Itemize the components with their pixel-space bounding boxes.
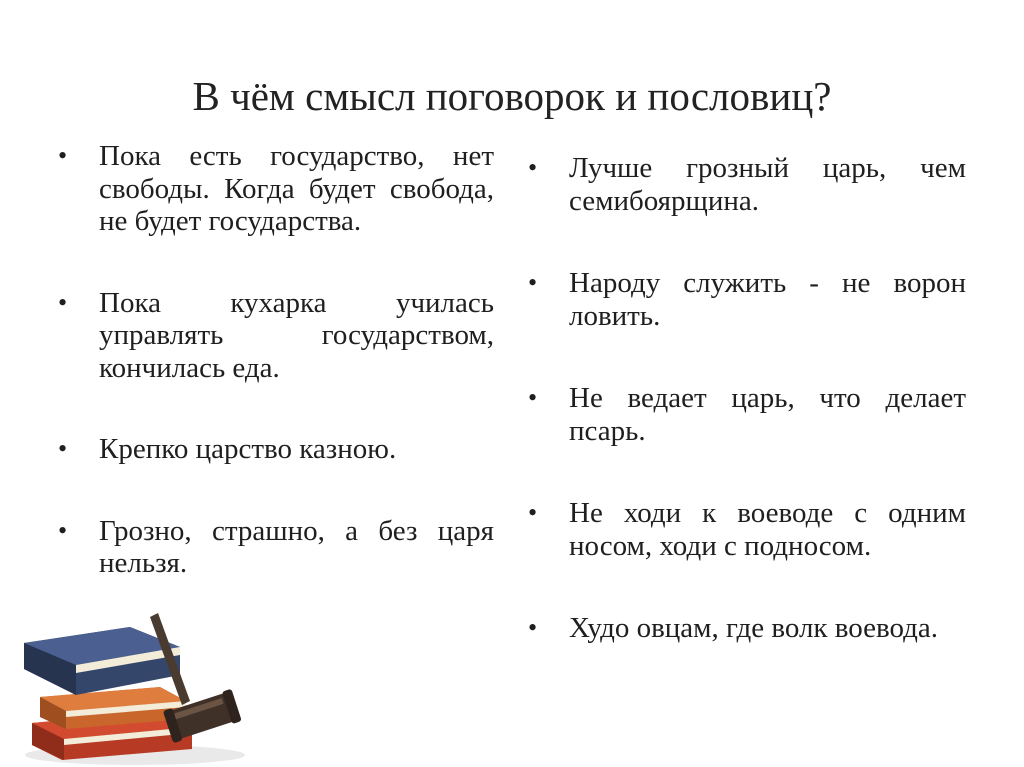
list-item bbox=[528, 382, 966, 447]
proverb-text: Худо овцам, где волк воевода. bbox=[569, 612, 939, 644]
proverb-text: Пока кухарка училась управлять государством, кончилась еда. bbox=[99, 286, 494, 384]
bullet-icon: • bbox=[58, 515, 68, 545]
left-column bbox=[58, 140, 494, 629]
list-item bbox=[528, 497, 966, 562]
bullet-icon: • bbox=[58, 141, 68, 170]
proverb-text: Не ведает царь, что делает псарь. bbox=[569, 382, 966, 447]
proverb-text: Народу служить - не ворон ловить. bbox=[569, 267, 966, 332]
bullet-icon: • bbox=[528, 268, 538, 297]
bullet-icon: • bbox=[528, 498, 538, 527]
books-and-gavel-icon bbox=[10, 595, 245, 767]
list-item bbox=[58, 140, 494, 238]
right-bullet-list bbox=[528, 152, 966, 645]
list-item bbox=[58, 515, 494, 580]
proverb-text: Грозно, страшно, а без царя нельзя. bbox=[99, 514, 494, 579]
right-column bbox=[528, 152, 966, 695]
left-bullet-list bbox=[58, 140, 494, 580]
slide-title: В чём смысл поговорок и пословиц? bbox=[192, 73, 832, 119]
proverb-text: Не ходи к воеводе с одним носом, ходи с подносом. bbox=[569, 497, 966, 562]
proverb-text: Пока есть государство, нет свободы. Когда будет свобода, не будет государства. bbox=[99, 140, 494, 237]
bullet-icon: • bbox=[528, 383, 538, 412]
list-item bbox=[528, 612, 966, 645]
list-item bbox=[58, 433, 494, 466]
bullet-icon: • bbox=[58, 287, 68, 317]
list-item bbox=[528, 267, 966, 332]
proverb-text: Крепко царство казною. bbox=[99, 433, 397, 465]
bullet-icon: • bbox=[58, 434, 68, 463]
list-item bbox=[528, 152, 966, 217]
bullet-icon: • bbox=[528, 613, 538, 642]
list-item bbox=[58, 287, 494, 385]
proverb-text: Лучше грозный царь, чем семибоярщина. bbox=[569, 152, 966, 217]
bullet-icon: • bbox=[528, 153, 538, 182]
